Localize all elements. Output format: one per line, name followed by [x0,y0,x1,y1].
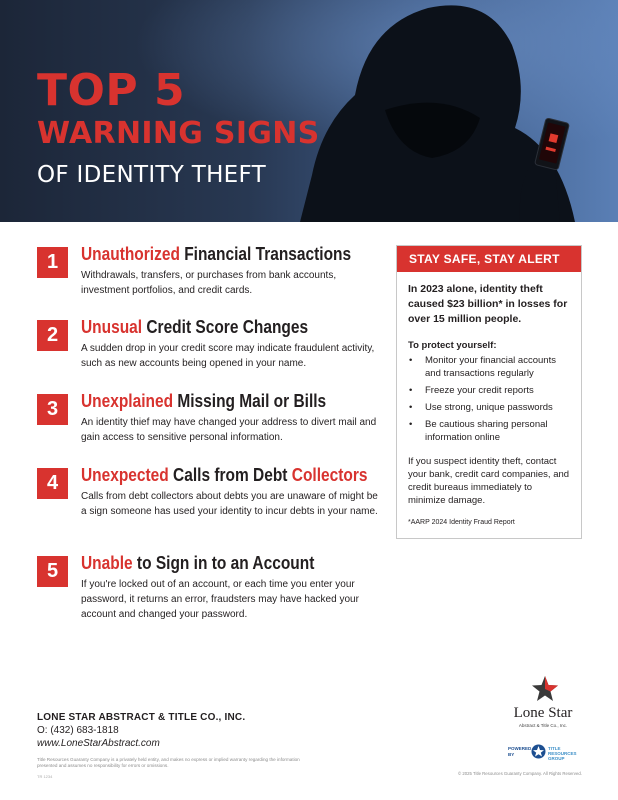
sidebar-subheading: To protect yourself: [408,340,497,351]
legal-disclaimer: Title Resources Guaranty Company is a privately held entity, and makes no express or implied warranty regarding the information presented and assumes no responsibility for errors or omissions. [37,757,300,768]
title-resources-name: TITLE RESOURCES GROUP [548,746,577,761]
logo-name: Lone Star [513,705,573,721]
hero-title-line-3: OF IDENTITY THEFT [37,162,266,188]
sidebar-footnote: *AARP 2024 Identity Fraud Report [408,519,515,526]
sign-number: 2 [37,320,68,351]
sign-number: 1 [37,247,68,278]
document-code: TR 1234 [37,774,53,779]
stay-safe-sidebar [396,245,582,539]
list-item: • Be cautious sharing personal information online [408,418,571,444]
sign-title: Unexplained Missing Mail or Bills [81,391,327,411]
list-item: • Freeze your credit reports [408,384,571,397]
star-icon [531,675,559,703]
title-resources-star-icon [531,744,546,759]
list-item: • Use strong, unique passwords [408,401,571,414]
sign-description: An identity thief may have changed your address to divert mail and gain access to sensitive personal information. [81,417,377,443]
hero-title-line-2: WARNING SIGNS [37,116,320,151]
sign-description: If you're locked out of an account, or each time you enter your password, it returns an error, fraudsters may have hacked your account and changed your password. [81,579,359,620]
company-name: LONE STAR ABSTRACT & TITLE CO., INC. [37,712,246,723]
powered-by-label: POWERED BY [508,746,532,757]
sign-number: 4 [37,468,68,499]
sign-number: 5 [37,556,68,587]
list-item: • Monitor your financial accounts and transactions regularly [408,354,571,380]
sign-description: Calls from debt collectors about debts you are unaware of might be a sign someone has used your identity to incur debts in your name. [81,491,378,517]
website-link[interactable]: www.LoneStarAbstract.com [37,738,160,749]
sidebar-heading: STAY SAFE, STAY ALERT [397,246,581,272]
sign-title: Unauthorized Financial Transactions [81,244,352,264]
sidebar-advice: If you suspect identity theft, contact your bank, credit card companies, and credit bureaus immediately to minimize damage. [408,456,570,506]
powered-by-badge [508,743,588,763]
copyright-notice: © 2025 Title Resources Guaranty Company. All Rights Reserved. [458,771,582,776]
sign-title: Unexpected Calls from Debt Collectors [81,465,368,485]
hero-title [37,65,320,190]
phone-number: O: (432) 683-1818 [37,725,119,736]
sign-number: 3 [37,394,68,425]
sign-title: Unable to Sign in to an Account [81,553,315,573]
protection-tips-list [408,354,571,444]
lone-star-logo [503,675,583,745]
sign-title: Unusual Credit Score Changes [81,317,309,337]
sidebar-statistic: In 2023 alone, identity theft caused $23 billion* in losses for over 15 million people. [408,283,568,325]
sign-description: A sudden drop in your credit score may indicate fraudulent activity, such as new accounts being opened in your name. [81,343,375,369]
sign-description: Withdrawals, transfers, or purchases from bank accounts, investment portfolios, and credit cards. [81,270,337,296]
logo-subtitle: Abstract & Title Co., Inc. [518,723,568,728]
hero-title-line-1: TOP 5 [37,65,186,116]
hero-banner [0,0,618,222]
